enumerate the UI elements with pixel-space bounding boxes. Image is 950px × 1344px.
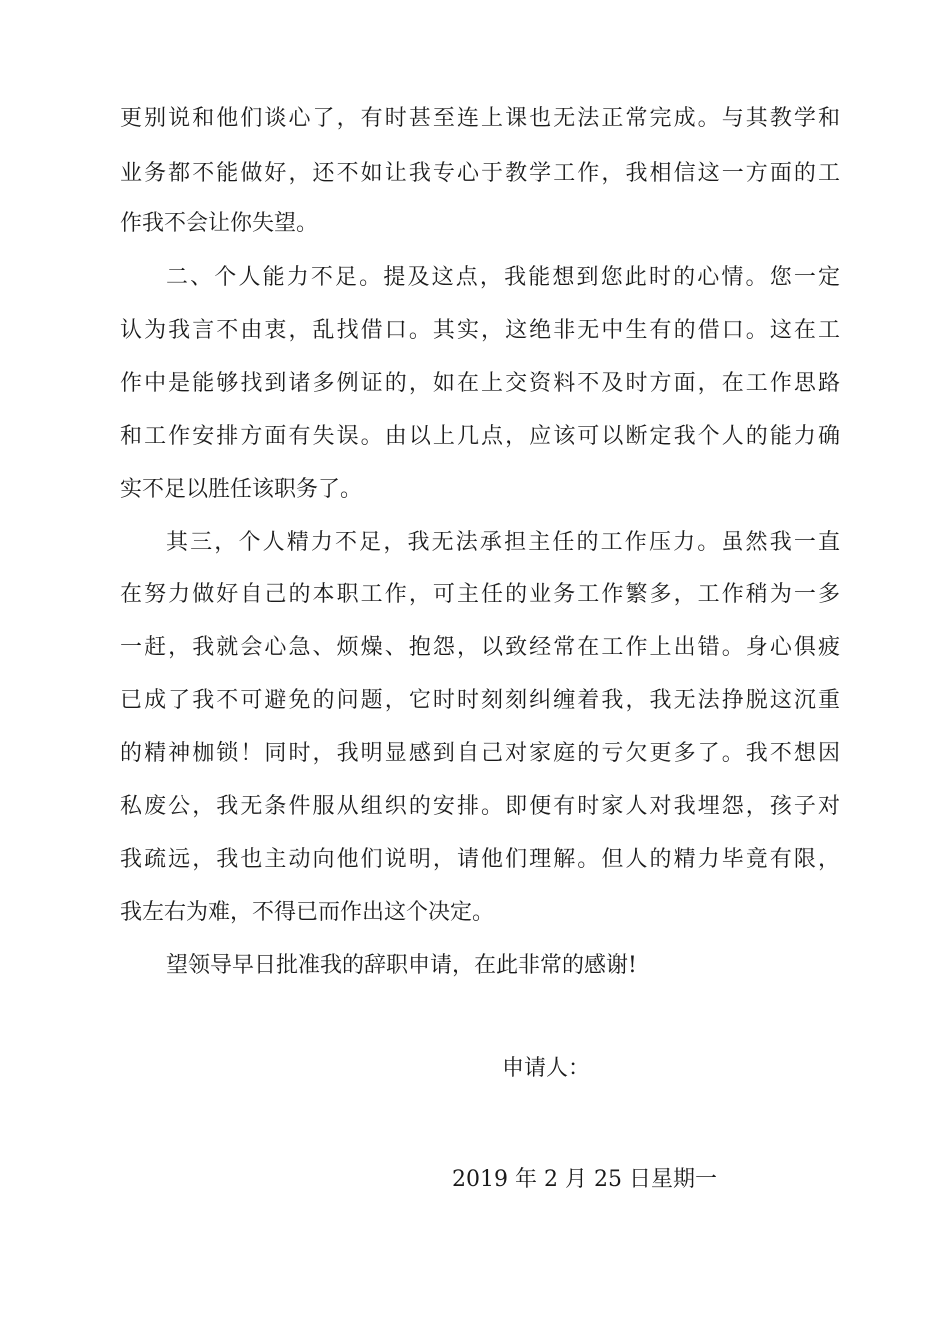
paragraph-line: 望领导早日批准我的辞职申请，在此非常的感谢! bbox=[166, 953, 637, 978]
paragraph-line: 实不足以胜任该职务了。 bbox=[120, 477, 363, 502]
paragraph-line: 已成了我不可避免的问题，它时时刻刻纠缠着我，我无法挣脱这沉重 bbox=[120, 688, 840, 713]
paragraph-line: 一赶，我就会心急、烦燥、抱怨，以致经常在工作上出错。身心俱疲 bbox=[120, 635, 840, 660]
paragraph-line: 和工作安排方面有失误。由以上几点，应该可以断定我个人的能力确 bbox=[120, 424, 840, 449]
paragraph-line: 业务都不能做好，还不如让我专心于教学工作，我相信这一方面的工 bbox=[120, 161, 840, 186]
paragraph-line: 更别说和他们谈心了，有时甚至连上课也无法正常完成。与其教学和 bbox=[120, 106, 840, 131]
paragraph-line: 我疏远，我也主动向他们说明，请他们理解。但人的精力毕竟有限， bbox=[120, 847, 840, 872]
paragraph-line: 作中是能够找到诸多例证的，如在上交资料不及时方面，在工作思路 bbox=[120, 371, 840, 396]
applicant-label: 申请人： bbox=[502, 1056, 591, 1081]
signature-date: 2019 年 2 月 25 日星期一 bbox=[452, 1167, 717, 1192]
paragraph-line: 我左右为难，不得已而作出这个决定。 bbox=[120, 900, 495, 925]
paragraph-line: 其三，个人精力不足，我无法承担主任的工作压力。虽然我一直 bbox=[166, 530, 840, 555]
paragraph-line: 认为我言不由衷，乱找借口。其实，这绝非无中生有的借口。这在工 bbox=[120, 318, 840, 343]
paragraph-line: 私废公，我无条件服从组织的安排。即便有时家人对我埋怨，孩子对 bbox=[120, 794, 840, 819]
paragraph-line: 在努力做好自己的本职工作，可主任的业务工作繁多，工作稍为一多 bbox=[120, 582, 840, 607]
paragraph-line: 作我不会让你失望。 bbox=[120, 211, 319, 236]
paragraph-line: 的精神枷锁！同时，我明显感到自己对家庭的亏欠更多了。我不想因 bbox=[120, 741, 840, 766]
paragraph-line: 二、个人能力不足。提及这点，我能想到您此时的心情。您一定 bbox=[166, 265, 840, 290]
